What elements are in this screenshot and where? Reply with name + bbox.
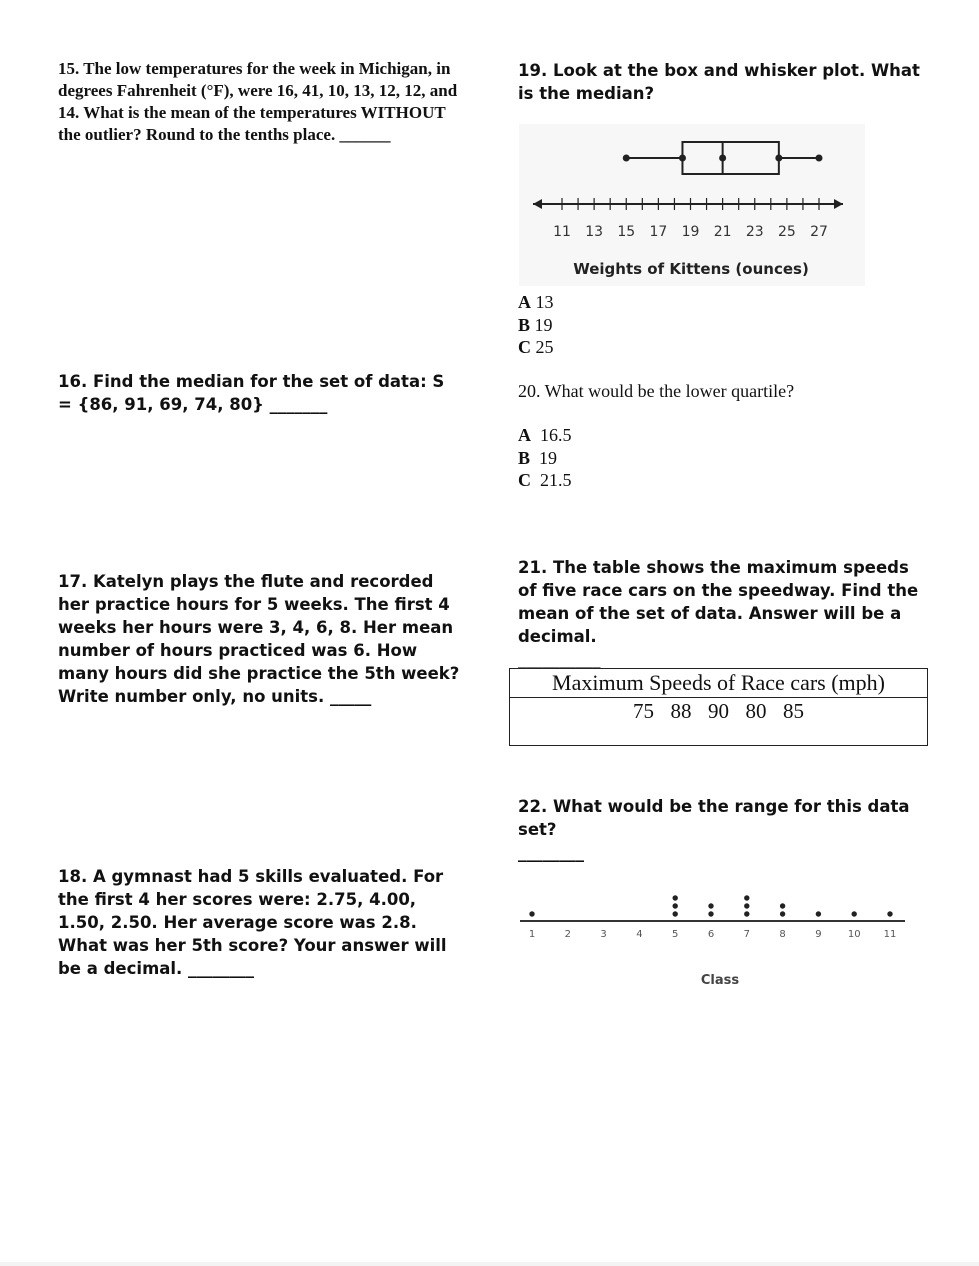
dot-tick-label: 6	[707, 929, 715, 940]
option-value: 25	[535, 337, 554, 357]
tick-label: 25	[777, 224, 796, 240]
dot-tick-label: 5	[672, 929, 679, 940]
dot-point	[816, 911, 821, 916]
option-b[interactable]	[518, 314, 554, 337]
speed-table-values: 75 88 90 80 85	[633, 699, 804, 723]
question-17-text: 17. Katelyn plays the flute and recorded her practice hours for 5 weeks. The first 4 weeks her hours were 3, 4, 6, 8. Her mean number of hours practiced was 6. How many hours did she practice the 5th week? Write number only, no units. _____	[58, 572, 460, 706]
question-15-text: 15. The low temperatures for the week in Michigan, in degrees Fahrenheit (°F), were 16, 41, 10, 13, 12, 12, and 14. What is the mean of the temperatures WITHOUT the outlier? Round to the tenths place. ______	[58, 59, 458, 144]
option-c[interactable]	[518, 336, 554, 359]
dot-point	[708, 903, 713, 908]
box-point	[719, 155, 726, 162]
answer-blank[interactable]: __________	[518, 650, 601, 669]
dot-point	[708, 911, 713, 916]
option-letter: C	[518, 470, 531, 490]
question-19	[518, 59, 928, 105]
question-15	[58, 58, 463, 146]
dot-point	[673, 895, 678, 900]
dot-point	[673, 911, 678, 916]
tick-label: 13	[585, 224, 604, 240]
option-a[interactable]	[518, 291, 554, 314]
question-17	[58, 570, 468, 708]
option-letter: A	[518, 425, 531, 445]
page-footer-strip	[0, 1262, 979, 1266]
dot-point	[744, 911, 749, 916]
dot-plot-xlabel: Class	[700, 973, 740, 988]
dot-tick-label: 8	[779, 929, 786, 940]
dot-tick-label: 4	[636, 929, 643, 940]
tick-label: 15	[617, 224, 636, 240]
option-c[interactable]	[518, 469, 572, 492]
dot-point	[780, 903, 785, 908]
option-letter: B	[518, 447, 531, 468]
tick-label: 27	[810, 224, 828, 240]
dot-point	[673, 903, 678, 908]
dot-tick-label: 7	[743, 929, 750, 940]
tick-label: 19	[681, 224, 700, 240]
option-value: 16.5	[540, 425, 572, 445]
option-value: 13	[535, 292, 554, 312]
box-plot-chart	[519, 124, 865, 286]
question-19-text: 19. Look at the box and whisker plot. What is the median?	[518, 61, 920, 103]
dot-plot-chart	[515, 885, 915, 995]
answer-blank[interactable]: ________	[518, 843, 584, 862]
dot-point	[852, 911, 857, 916]
question-21	[518, 556, 928, 671]
question-16-text: 16. Find the median for the set of data: S = {86, 91, 69, 74, 80} _______	[58, 372, 445, 414]
question-19-options	[518, 291, 554, 359]
dot-point	[887, 911, 892, 916]
question-16	[58, 370, 463, 416]
question-22	[518, 795, 928, 864]
box-point	[623, 155, 630, 162]
option-letter: B	[518, 314, 531, 335]
dot-point	[780, 911, 785, 916]
dot-tick-label: 9	[815, 929, 822, 940]
option-value: 19	[539, 447, 558, 468]
tick-label: 17	[649, 224, 668, 240]
tick-label: 21	[713, 224, 732, 240]
dot-point	[529, 911, 534, 916]
option-a[interactable]	[518, 424, 572, 447]
box-plot-title: Weights of Kittens (ounces)	[573, 260, 809, 278]
question-21-text: 21. The table shows the maximum speeds of five race cars on the speedway. Find the mean of the set of data. Answer will be a decimal.	[518, 558, 919, 646]
box-point	[679, 155, 686, 162]
dot-point	[744, 895, 749, 900]
question-20-options	[518, 424, 572, 492]
box-point	[816, 155, 823, 162]
question-22-text: 22. What would be the range for this data set?	[518, 797, 910, 839]
option-value: 19	[534, 314, 553, 335]
dot-tick-label: 2	[564, 929, 571, 940]
question-18	[58, 865, 463, 980]
option-value: 21.5	[540, 470, 572, 490]
option-letter: C	[518, 337, 531, 357]
option-b[interactable]	[518, 447, 572, 470]
speed-table-header: Maximum Speeds of Race cars (mph)	[510, 669, 927, 698]
dot-tick-label: 11	[883, 929, 897, 940]
dot-tick-label: 3	[600, 929, 607, 940]
question-18-text: 18. A gymnast had 5 skills evaluated. For the first 4 her scores were: 2.75, 4.00, 1.50, 2.50. Her average score was 2.8. What was her 5th score? Your answer will be a decimal. ________	[58, 867, 447, 978]
speed-table	[509, 668, 928, 746]
box-point	[775, 155, 782, 162]
tick-label: 11	[553, 224, 571, 240]
tick-label: 23	[745, 224, 764, 240]
dot-tick-label: 1	[528, 929, 536, 940]
question-20	[518, 380, 918, 402]
dot-tick-label: 10	[847, 929, 861, 940]
question-20-text: 20. What would be the lower quartile?	[518, 381, 795, 401]
option-letter: A	[518, 292, 531, 312]
dot-point	[744, 903, 749, 908]
